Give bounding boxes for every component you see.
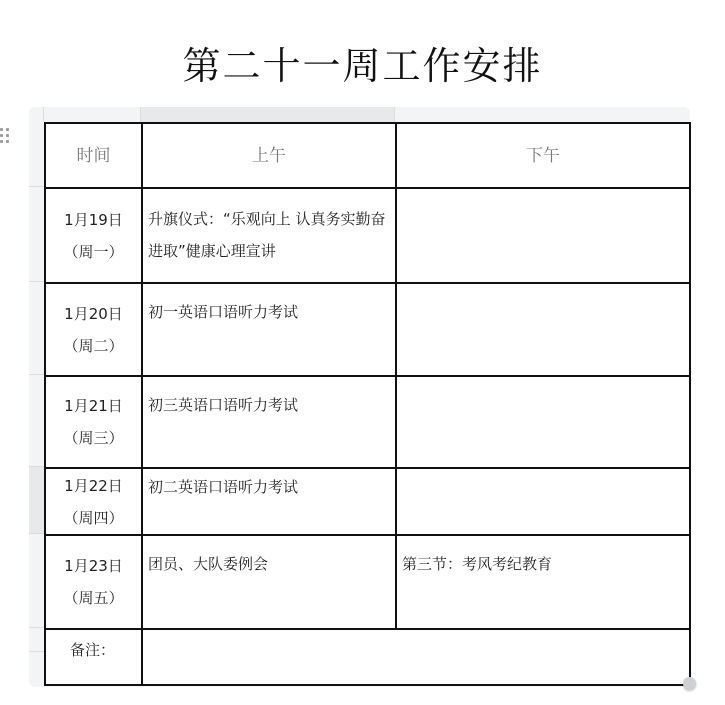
row-selector-5[interactable] [29, 534, 44, 628]
row-selector-note-2[interactable] [29, 652, 44, 684]
date-text: 1月22日 [64, 476, 123, 495]
weekday-text: （周五） [63, 589, 124, 607]
morning-cell[interactable]: 升旗仪式：“乐观向上 认真务实勤奋进取”健康心理宣讲 [142, 188, 396, 283]
afternoon-cell[interactable] [396, 376, 690, 468]
date-cell[interactable] [45, 376, 142, 468]
table-row [45, 376, 690, 468]
table-row [45, 468, 690, 535]
date-cell[interactable] [45, 188, 142, 283]
table-drag-handle-icon[interactable] [0, 126, 12, 146]
header-afternoon[interactable]: 下午 [396, 123, 690, 188]
morning-cell[interactable]: 初二英语口语听力考试 [142, 468, 396, 535]
schedule-table [44, 122, 691, 686]
table-row [45, 283, 690, 376]
weekday-text: （周三） [63, 429, 124, 447]
note-value-cell[interactable] [142, 629, 690, 685]
row-selector-header[interactable] [29, 122, 44, 187]
row-selector-note[interactable] [29, 628, 44, 652]
weekday-text: （周二） [63, 336, 124, 355]
date-text: 1月21日 [64, 397, 123, 415]
document-title: 第二十一周工作安排 [182, 44, 543, 88]
table-resize-handle[interactable] [683, 677, 696, 690]
row-selector-3[interactable] [29, 375, 44, 467]
morning-cell[interactable]: 团员、大队委例会 [142, 535, 396, 629]
weekday-text: （周四） [63, 508, 124, 527]
header-morning[interactable]: 上午 [142, 123, 396, 188]
header-time[interactable]: 时间 [45, 123, 142, 188]
afternoon-cell[interactable] [396, 468, 690, 535]
date-text: 1月20日 [64, 304, 123, 323]
note-row [45, 629, 690, 685]
header-row [45, 123, 690, 188]
column-selector-afternoon[interactable] [395, 107, 690, 122]
weekday-text: （周一） [63, 242, 124, 261]
row-selector-2[interactable] [29, 282, 44, 375]
morning-cell[interactable]: 初一英语口语听力考试 [142, 283, 396, 376]
column-selector-corner[interactable] [29, 107, 44, 122]
afternoon-cell[interactable] [396, 283, 690, 376]
date-cell[interactable] [45, 468, 142, 535]
column-selector-morning[interactable] [141, 107, 395, 122]
row-selector-4[interactable] [29, 467, 44, 534]
row-selector-1[interactable] [29, 187, 44, 282]
date-cell[interactable] [45, 283, 142, 376]
date-cell[interactable] [45, 535, 142, 629]
table-row [45, 535, 690, 629]
afternoon-cell[interactable]: 第三节：考风考纪教育 [396, 535, 690, 629]
table-row [45, 188, 690, 283]
afternoon-cell[interactable] [396, 188, 690, 283]
note-label-cell[interactable]: 备注： [45, 629, 142, 685]
column-selector-time[interactable] [44, 107, 141, 122]
date-text: 1月19日 [64, 210, 123, 229]
date-text: 1月23日 [64, 557, 123, 575]
morning-cell[interactable]: 初三英语口语听力考试 [142, 376, 396, 468]
